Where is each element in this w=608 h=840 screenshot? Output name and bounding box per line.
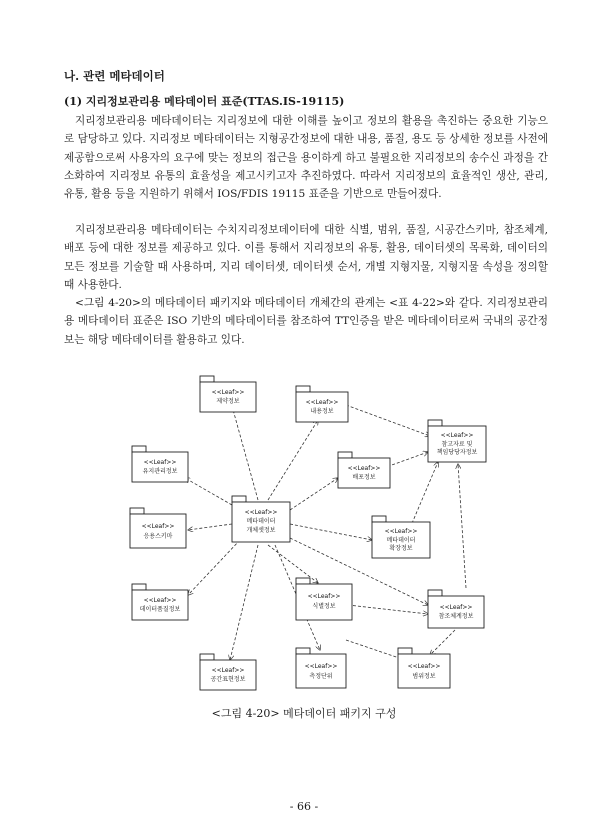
package-label-line1: 참고자료 및 bbox=[441, 441, 473, 448]
package-label: 응용스키마 bbox=[143, 533, 173, 540]
package-stereotype: <<Leaf>> bbox=[305, 399, 339, 406]
package-stereotype: <<Leaf>> bbox=[141, 523, 175, 530]
package-label-line2: 책임당당자정보 bbox=[436, 449, 478, 456]
package-distribution bbox=[338, 452, 390, 488]
package-label-line1: 메타데이터 bbox=[386, 537, 416, 544]
package-stereotype: <<Leaf>> bbox=[143, 459, 177, 466]
package-metaext bbox=[372, 516, 430, 558]
package-refsystem bbox=[428, 590, 484, 628]
package-label: 제약정보 bbox=[216, 398, 240, 405]
package-stereotype: <<Leaf>> bbox=[143, 597, 177, 604]
package-entity bbox=[232, 496, 290, 542]
package-label-line1: 메타데이터 bbox=[246, 518, 276, 525]
package-stereotype: <<Leaf>> bbox=[439, 604, 473, 611]
package-stereotype: <<Leaf>> bbox=[307, 593, 341, 600]
package-spatialrep bbox=[200, 654, 256, 690]
package-label: 식별정보 bbox=[312, 603, 336, 610]
figure-caption: <그림 4-20> 메타데이터 패키지 구성 bbox=[211, 707, 397, 720]
package-stereotype: <<Leaf>> bbox=[211, 667, 245, 674]
package-citation bbox=[428, 420, 486, 462]
package-stereotype: <<Leaf>> bbox=[304, 663, 338, 670]
section-heading: 나. 관련 메타데이터 bbox=[64, 69, 165, 83]
package-measure bbox=[296, 648, 346, 688]
package-content bbox=[296, 386, 348, 422]
package-stereotype: <<Leaf>> bbox=[384, 528, 418, 535]
package-stereotype: <<Leaf>> bbox=[347, 465, 381, 472]
paragraph-1: 지리정보관리용 메타데이터는 지리정보에 대한 이해를 높이고 정보의 활용을 촉진하는 중요한 기능으로 담당하고 있다. 지리정보 메타데이터는 지형공간정보에 대한 내용, 품질, 용도 등 상세한 정보를 사전에 제공함으로써 사용자의 요구에 맞는 정보의 접근을 용이하게 하고 불필요한 지리정보의 송수신 과정을 간소화하여 지리정보 유통의 효율성을 제고시키고자 추진하였다. 따라서 지리정보의 효율적인 생산, 관리, 유통, 활용 등을 지원하기 위해서 IOS/FDIS 19115 표준을 기반으로 만들어졌다. bbox=[64, 115, 548, 201]
package-label: 범위정보 bbox=[412, 673, 436, 680]
package-label: 측정단위 bbox=[309, 673, 333, 680]
package-label: 공간표현정보 bbox=[210, 676, 246, 683]
package-stereotype: <<Leaf>> bbox=[407, 663, 441, 670]
package-label: 참조체계정보 bbox=[438, 613, 474, 620]
package-stereotype: <<Leaf>> bbox=[244, 509, 278, 516]
package-scope bbox=[398, 648, 450, 688]
subsection-heading: (1) 지리정보관리용 메타데이터 표준(TTAS.IS-19115) bbox=[64, 95, 345, 108]
package-application bbox=[130, 508, 186, 548]
paragraph-3: <그림 4-20>의 메타데이터 패키지와 메타데이터 개체간의 관계는 <표 4-22>와 같다. 지리정보관리용 메타데이터 표준은 ISO 기반의 메타데이터를 참조하여 TT인증을 받은 메타데이터로써 국내의 공간정보는 해당 메타데이터를 활용하고 있다. bbox=[64, 297, 548, 346]
package-identification bbox=[296, 578, 352, 620]
package-maintenance bbox=[132, 446, 188, 482]
package-label: 유지관리정보 bbox=[142, 468, 178, 475]
package-quality bbox=[132, 584, 188, 620]
paragraph-2: 지리정보관리용 메타데이터는 수치지리정보데이터에 대한 식별, 범위, 품질, 시공간스키마, 참조체계, 배포 등에 대한 정보를 제공하고 있다. 이를 통해서 지리정보의 유통, 활용, 데이터셋의 목록화, 데이터의 모든 정보를 기술할 때 사용하며, 지리 데이터셋, 데이터셋 순서, 개별 지형지물, 지형지물 속성을 정의할 때 사용한다. bbox=[64, 224, 548, 291]
page-number: - 66 - bbox=[289, 800, 319, 813]
package-label: 배포정보 bbox=[352, 474, 376, 481]
package-label: 내용정보 bbox=[310, 408, 334, 415]
package-stereotype: <<Leaf>> bbox=[440, 432, 474, 439]
package-stereotype: <<Leaf>> bbox=[211, 389, 245, 396]
package-label: 데이터품질정보 bbox=[139, 606, 181, 613]
package-label-line2: 확장정보 bbox=[389, 545, 413, 552]
package-label-line2: 개체셋정보 bbox=[246, 527, 276, 534]
package-extent bbox=[200, 376, 256, 412]
